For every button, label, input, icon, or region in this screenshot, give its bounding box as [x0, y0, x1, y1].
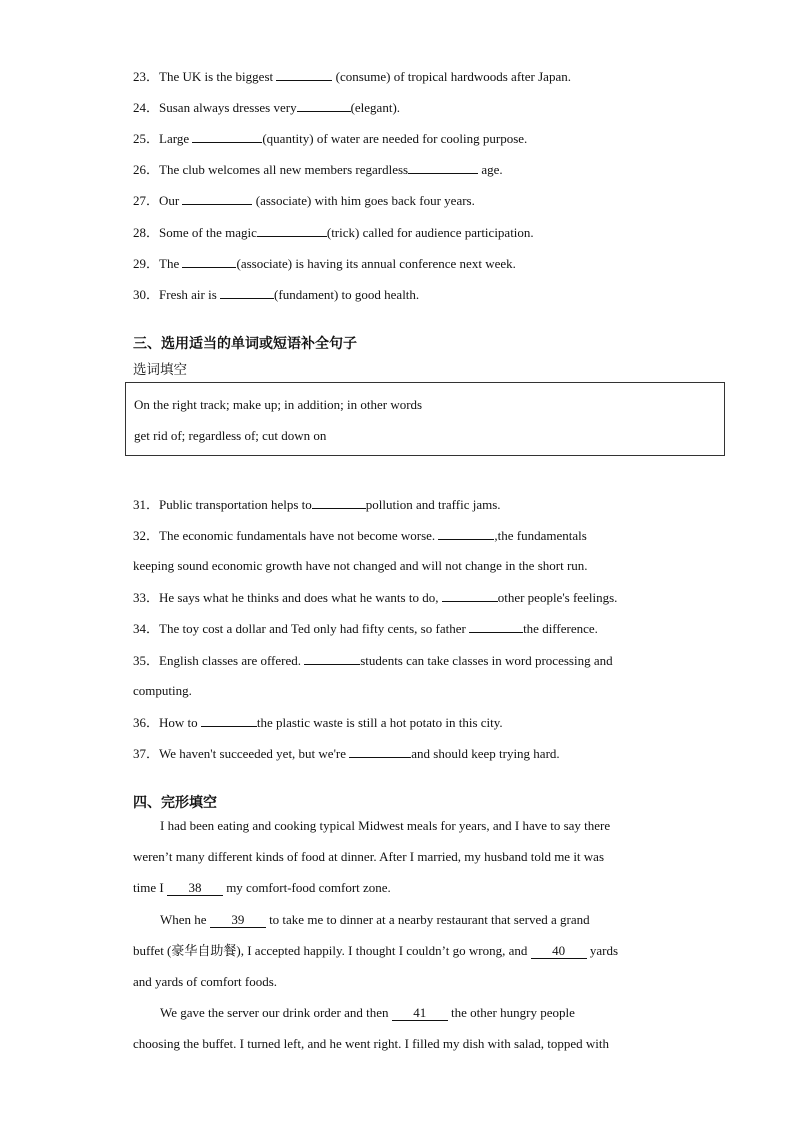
answer-blank[interactable] [312, 496, 366, 509]
word-bank-box [125, 382, 725, 456]
paragraph-2-line-1: When he 39 to take me to dinner at a nearby restaurant that served a grand [160, 912, 590, 927]
question-31: 31．Public transportation helps to pollution and traffic jams. [133, 497, 501, 512]
question-36: 36．How to the plastic waste is still a hot potato in this city. [133, 715, 503, 730]
section-3-subheading: 选词填空 [133, 362, 187, 378]
answer-blank[interactable] [257, 224, 327, 237]
paragraph-1-line-3: time I 38 my comfort-food comfort zone. [133, 880, 391, 895]
question-24: 24．Susan always dresses very (elegant). [133, 100, 401, 115]
paragraph-1-line-2: weren’t many different kinds of food at dinner. After I married, my husband told me it was [133, 849, 605, 864]
answer-blank[interactable] [220, 286, 274, 299]
paragraph-2-line-2: buffet (豪华自助餐), I accepted happily. I thought I couldn’t go wrong, and 40 yards [133, 943, 619, 958]
paragraph-2-line-3: and yards of comfort foods. [133, 974, 278, 989]
answer-blank[interactable] [297, 99, 351, 112]
question-32: 32．The economic fundamentals have not become worse. ,the fundamentals [133, 528, 587, 543]
question-35: 35．English classes are offered. students can take classes in word processing and [133, 653, 613, 668]
answer-blank[interactable] [408, 161, 478, 174]
question-26: 26．The club welcomes all new members regardless age. [133, 162, 503, 177]
cloze-blank-39[interactable]: 39 [210, 913, 266, 928]
answer-blank[interactable] [276, 68, 332, 81]
answer-blank[interactable] [182, 255, 236, 268]
question-25: 25．Large (quantity) of water are needed for cooling purpose. [133, 131, 528, 146]
answer-blank[interactable] [469, 620, 523, 633]
word-bank-row-2: get rid of; regardless of; cut down on [134, 428, 327, 443]
answer-blank[interactable] [438, 527, 494, 540]
question-27: 27．Our (associate) with him goes back four years. [133, 193, 475, 208]
question-23: 23．The UK is the biggest (consume) of tropical hardwoods after Japan. [133, 69, 571, 84]
question-37: 37．We haven't succeeded yet, but we're and should keep trying hard. [133, 746, 560, 761]
cloze-blank-40[interactable]: 40 [531, 944, 587, 959]
word-bank-row-1: On the right track; make up; in addition; in other words [134, 397, 423, 412]
question-30: 30．Fresh air is (fundament) to good health. [133, 287, 420, 302]
paragraph-1-line-1: I had been eating and cooking typical Midwest meals for years, and I have to say there [160, 818, 611, 833]
answer-blank[interactable] [349, 745, 411, 758]
question-32-continued: keeping sound economic growth have not changed and will not change in the short run. [133, 558, 588, 573]
answer-blank[interactable] [182, 192, 252, 205]
answer-blank[interactable] [304, 652, 360, 665]
paragraph-3-line-2: choosing the buffet. I turned left, and he went right. I filled my dish with salad, topped with [133, 1036, 609, 1051]
paragraph-3-line-1: We gave the server our drink order and then 41 the other hungry people [160, 1005, 575, 1020]
answer-blank[interactable] [201, 714, 257, 727]
section-4-heading: 四、完形填空 [133, 795, 217, 811]
question-29: 29．The (associate) is having its annual conference next week. [133, 256, 516, 271]
question-33: 33．He says what he thinks and does what he wants to do, other people's feelings. [133, 590, 618, 605]
answer-blank[interactable] [192, 130, 262, 143]
cloze-blank-41[interactable]: 41 [392, 1006, 448, 1021]
question-35-continued: computing. [133, 683, 192, 698]
section-3-heading: 三、选用适当的单词或短语补全句子 [133, 336, 357, 352]
question-28: 28．Some of the magic (trick) called for audience participation. [133, 225, 534, 240]
cloze-blank-38[interactable]: 38 [167, 881, 223, 896]
answer-blank[interactable] [442, 589, 498, 602]
question-34: 34．The toy cost a dollar and Ted only had fifty cents, so father the difference. [133, 621, 598, 636]
